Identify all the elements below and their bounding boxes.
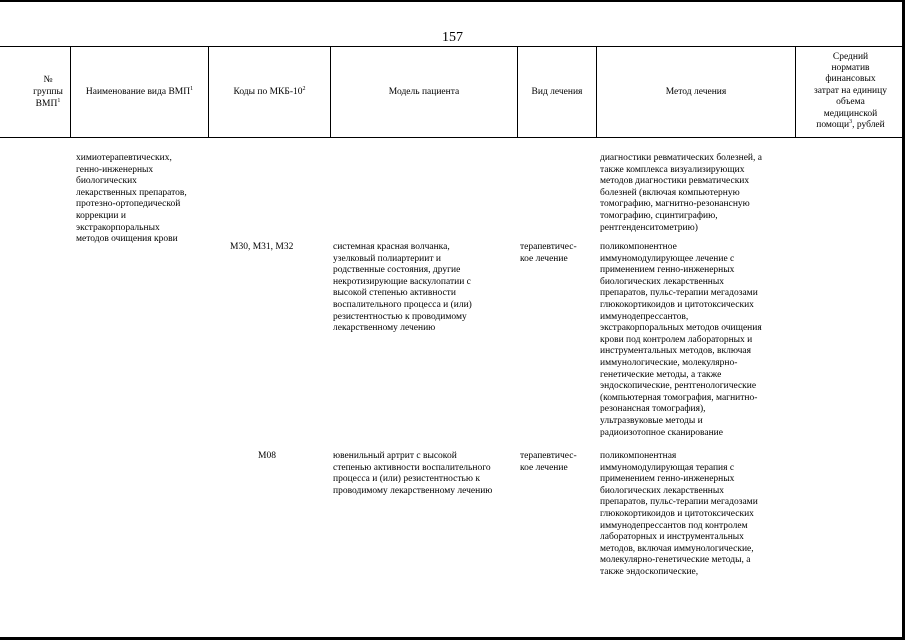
row3-icd-codes: M08 [258, 451, 276, 461]
header-group-number-line3: ВМП [35, 98, 58, 109]
header-treatment-type-text: Вид лечения [531, 86, 583, 97]
row1-vmp-name: химиотерапевтических, генно-инженерных биологических лекарственных препаратов, протезно-ортопедической коррекции и экстракорпоральных методов очищения крови [76, 153, 187, 245]
row2-patient-model: системная красная волчанка, узелковый полиартериит и родственные состояния, другие некротизирующие васкулопатии с высокой степенью активности воспалительного процесса и (или) резистентностью к проводимому лекарственному лечению [333, 242, 472, 334]
header-cost-norm-tail: , рублей [852, 120, 885, 131]
header-icd-codes [209, 46, 330, 137]
header-cost-norm [796, 46, 905, 137]
row2-treatment-method: поликомпонентное иммуномодулирующее лечение с применением генно-инженерных биологических лекарственных препаратов, пульс-терапии мегадозами глюкокортикоидов и цитотоксических иммунодепрессантов, экстракорпоральных методов очищения крови под контролем лабораторных и инструментальных методов, включая иммунологические, молекулярно- генетические методы, а также эндоскопические, рентгенологические (компьютерная томография, магнитно- резонансная томография), ультразвуковые методы и радиоизотопное сканирование [600, 242, 762, 438]
header-icd-codes-sup: 2 [302, 85, 306, 92]
header-group-number-line1: № [43, 74, 53, 85]
header-bottom-border [0, 137, 905, 138]
header-group-number-line2: группы [33, 86, 63, 97]
scan-edge-top [0, 0, 905, 2]
header-vmp-name [71, 46, 208, 137]
header-vmp-name-text: Наименование вида ВМП [85, 86, 191, 97]
row2-icd-codes: M30, M31, M32 [230, 242, 294, 252]
page-number: 157 [442, 30, 463, 45]
row3-treatment-type: терапевтичес- кое лечение [520, 451, 577, 473]
row1-treatment-method: диагностики ревматических болезней, а также комплекса визуализирующих методов диагностики ревматических болезней (включая компьютерную томографию, магнитно-резонансную томографию, сцинтиграфию, рентгенденситометрию) [600, 153, 762, 233]
header-cost-norm-text: Средний норматив финансовых затрат на единицу объема медицинской помощи [814, 51, 887, 131]
header-vmp-name-sup: 1 [190, 85, 194, 92]
header-treatment-type [518, 46, 596, 137]
header-icd-codes-text: Коды по МКБ-10 [233, 86, 303, 97]
header-patient-model-text: Модель пациента [388, 86, 460, 97]
header-treatment-method-text: Метод лечения [665, 86, 727, 97]
header-group-number [26, 46, 70, 137]
header-treatment-method [597, 46, 795, 137]
row3-treatment-method: поликомпонентная иммуномодулирующая терапия с применением генно-инженерных биологических лекарственных препаратов, пульс-терапии мегадозами глюкокортикоидов и цитотоксических иммунодепрессантов под контролем лабораторных и инструментальных методов, включая иммунологические, молекулярно-генетические методы, а также эндоскопические, [600, 451, 758, 577]
header-cost-norm-sup: 3 [849, 118, 853, 125]
row2-treatment-type: терапевтичес- кое лечение [520, 242, 577, 264]
header-patient-model [331, 46, 517, 137]
row3-patient-model: ювенильный артрит с высокой степенью активности воспалительного процесса и (или) резистентностью к проводимому лекарственному лечению [333, 451, 493, 496]
header-group-number-sup: 1 [57, 97, 61, 104]
